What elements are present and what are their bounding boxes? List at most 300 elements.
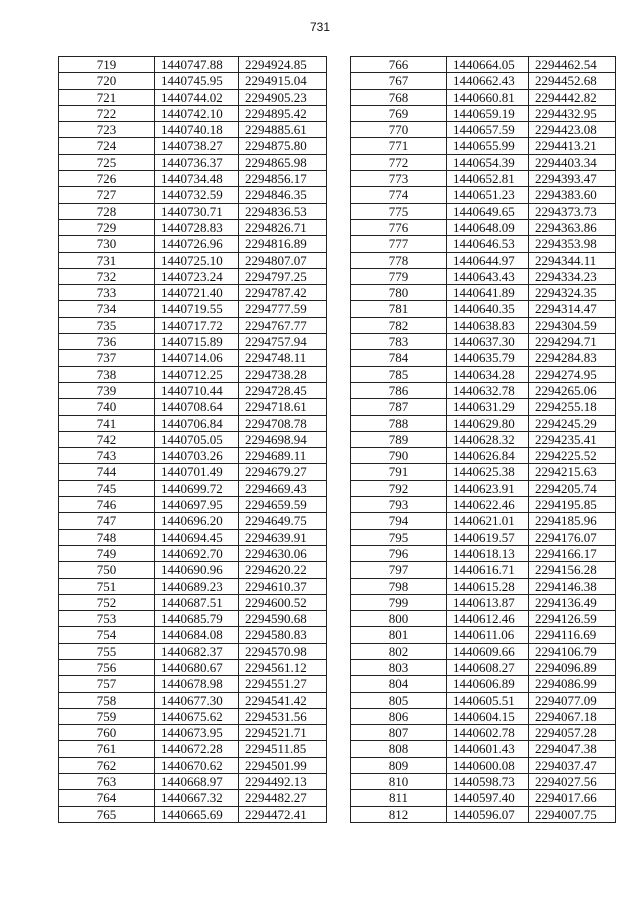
- y-coordinate-cell: 2294037.47: [529, 757, 616, 773]
- table-row: [59, 285, 327, 301]
- table-row: [59, 611, 327, 627]
- y-coordinate-cell: 2294334.23: [529, 268, 616, 284]
- point-number-cell: 784: [351, 350, 447, 366]
- table-row: [351, 627, 616, 643]
- x-coordinate-cell: 1440726.96: [155, 236, 239, 252]
- point-number-cell: 790: [351, 448, 447, 464]
- point-number-cell: 722: [59, 105, 155, 121]
- point-number-cell: 762: [59, 757, 155, 773]
- x-coordinate-cell: 1440652.81: [447, 171, 529, 187]
- table-row: [59, 741, 327, 757]
- point-number-cell: 729: [59, 219, 155, 235]
- y-coordinate-cell: 2294255.18: [529, 399, 616, 415]
- x-coordinate-cell: 1440641.89: [447, 285, 529, 301]
- y-coordinate-cell: 2294492.13: [239, 774, 327, 790]
- point-number-cell: 761: [59, 741, 155, 757]
- x-coordinate-cell: 1440734.48: [155, 171, 239, 187]
- point-number-cell: 770: [351, 122, 447, 138]
- table-row: [59, 366, 327, 382]
- table-row: [351, 529, 616, 545]
- table-row: [351, 366, 616, 382]
- table-row: [59, 252, 327, 268]
- y-coordinate-cell: 2294590.68: [239, 611, 327, 627]
- y-coordinate-cell: 2294156.28: [529, 562, 616, 578]
- x-coordinate-cell: 1440682.37: [155, 643, 239, 659]
- x-coordinate-cell: 1440690.96: [155, 562, 239, 578]
- x-coordinate-cell: 1440675.62: [155, 708, 239, 724]
- point-number-cell: 766: [351, 57, 447, 73]
- point-number-cell: 809: [351, 757, 447, 773]
- table-row: [59, 122, 327, 138]
- table-row: [59, 268, 327, 284]
- y-coordinate-cell: 2294777.59: [239, 301, 327, 317]
- table-row: [351, 448, 616, 464]
- y-coordinate-cell: 2294856.17: [239, 171, 327, 187]
- x-coordinate-cell: 1440604.15: [447, 708, 529, 724]
- x-coordinate-cell: 1440640.35: [447, 301, 529, 317]
- coordinate-table-right: [350, 56, 616, 823]
- point-number-cell: 807: [351, 725, 447, 741]
- y-coordinate-cell: 2294472.41: [239, 806, 327, 822]
- y-coordinate-cell: 2294314.47: [529, 301, 616, 317]
- table-row: [351, 464, 616, 480]
- y-coordinate-cell: 2294452.68: [529, 73, 616, 89]
- x-coordinate-cell: 1440651.23: [447, 187, 529, 203]
- table-row: [351, 774, 616, 790]
- point-number-cell: 760: [59, 725, 155, 741]
- y-coordinate-cell: 2294708.78: [239, 415, 327, 431]
- table-row: [59, 89, 327, 105]
- table-row: [59, 448, 327, 464]
- x-coordinate-cell: 1440715.89: [155, 334, 239, 350]
- point-number-cell: 747: [59, 513, 155, 529]
- table-row: [59, 350, 327, 366]
- table-row: [351, 138, 616, 154]
- x-coordinate-cell: 1440600.08: [447, 757, 529, 773]
- y-coordinate-cell: 2294816.89: [239, 236, 327, 252]
- y-coordinate-cell: 2294895.42: [239, 105, 327, 121]
- point-number-cell: 755: [59, 643, 155, 659]
- table-row: [351, 415, 616, 431]
- y-coordinate-cell: 2294235.41: [529, 431, 616, 447]
- point-number-cell: 756: [59, 659, 155, 675]
- point-number-cell: 778: [351, 252, 447, 268]
- x-coordinate-cell: 1440623.91: [447, 480, 529, 496]
- x-coordinate-cell: 1440660.81: [447, 89, 529, 105]
- x-coordinate-cell: 1440705.05: [155, 431, 239, 447]
- x-coordinate-cell: 1440605.51: [447, 692, 529, 708]
- coordinate-table-left: [58, 56, 327, 823]
- x-coordinate-cell: 1440609.66: [447, 643, 529, 659]
- y-coordinate-cell: 2294096.89: [529, 659, 616, 675]
- x-coordinate-cell: 1440598.73: [447, 774, 529, 790]
- point-number-cell: 800: [351, 611, 447, 627]
- x-coordinate-cell: 1440717.72: [155, 317, 239, 333]
- y-coordinate-cell: 2294146.38: [529, 578, 616, 594]
- x-coordinate-cell: 1440701.49: [155, 464, 239, 480]
- table-row: [59, 497, 327, 513]
- y-coordinate-cell: 2294875.80: [239, 138, 327, 154]
- point-number-cell: 786: [351, 382, 447, 398]
- table-row: [59, 545, 327, 561]
- table-row: [351, 545, 616, 561]
- point-number-cell: 742: [59, 431, 155, 447]
- table-row: [59, 382, 327, 398]
- point-number-cell: 767: [351, 73, 447, 89]
- y-coordinate-cell: 2294057.28: [529, 725, 616, 741]
- x-coordinate-cell: 1440742.10: [155, 105, 239, 121]
- point-number-cell: 774: [351, 187, 447, 203]
- y-coordinate-cell: 2294924.85: [239, 57, 327, 73]
- table-row: [351, 187, 616, 203]
- point-number-cell: 738: [59, 366, 155, 382]
- table-row: [351, 480, 616, 496]
- point-number-cell: 795: [351, 529, 447, 545]
- table-row: [351, 513, 616, 529]
- point-number-cell: 731: [59, 252, 155, 268]
- point-number-cell: 725: [59, 154, 155, 170]
- x-coordinate-cell: 1440625.38: [447, 464, 529, 480]
- table-row: [351, 317, 616, 333]
- y-coordinate-cell: 2294836.53: [239, 203, 327, 219]
- table-row: [59, 73, 327, 89]
- x-coordinate-cell: 1440637.30: [447, 334, 529, 350]
- y-coordinate-cell: 2294551.27: [239, 676, 327, 692]
- point-number-cell: 754: [59, 627, 155, 643]
- y-coordinate-cell: 2294541.42: [239, 692, 327, 708]
- table-row: [59, 415, 327, 431]
- point-number-cell: 801: [351, 627, 447, 643]
- y-coordinate-cell: 2294620.22: [239, 562, 327, 578]
- table-row: [351, 431, 616, 447]
- x-coordinate-cell: 1440601.43: [447, 741, 529, 757]
- y-coordinate-cell: 2294649.75: [239, 513, 327, 529]
- y-coordinate-cell: 2294561.12: [239, 659, 327, 675]
- y-coordinate-cell: 2294600.52: [239, 594, 327, 610]
- point-number-cell: 798: [351, 578, 447, 594]
- x-coordinate-cell: 1440635.79: [447, 350, 529, 366]
- y-coordinate-cell: 2294027.56: [529, 774, 616, 790]
- y-coordinate-cell: 2294846.35: [239, 187, 327, 203]
- point-number-cell: 773: [351, 171, 447, 187]
- point-number-cell: 739: [59, 382, 155, 398]
- table-row: [351, 89, 616, 105]
- table-row: [59, 219, 327, 235]
- x-coordinate-cell: 1440687.51: [155, 594, 239, 610]
- table-row: [351, 334, 616, 350]
- x-coordinate-cell: 1440738.27: [155, 138, 239, 154]
- y-coordinate-cell: 2294383.60: [529, 187, 616, 203]
- point-number-cell: 737: [59, 350, 155, 366]
- table-row: [351, 236, 616, 252]
- table-row: [351, 611, 616, 627]
- point-number-cell: 769: [351, 105, 447, 121]
- x-coordinate-cell: 1440616.71: [447, 562, 529, 578]
- point-number-cell: 806: [351, 708, 447, 724]
- point-number-cell: 789: [351, 431, 447, 447]
- x-coordinate-cell: 1440677.30: [155, 692, 239, 708]
- x-coordinate-cell: 1440662.43: [447, 73, 529, 89]
- table-row: [59, 659, 327, 675]
- table-row: [351, 757, 616, 773]
- x-coordinate-cell: 1440622.46: [447, 497, 529, 513]
- x-coordinate-cell: 1440697.95: [155, 497, 239, 513]
- y-coordinate-cell: 2294106.79: [529, 643, 616, 659]
- y-coordinate-cell: 2294432.95: [529, 105, 616, 121]
- y-coordinate-cell: 2294639.91: [239, 529, 327, 545]
- table-row: [351, 676, 616, 692]
- table-row: [351, 203, 616, 219]
- y-coordinate-cell: 2294086.99: [529, 676, 616, 692]
- point-number-cell: 720: [59, 73, 155, 89]
- point-number-cell: 753: [59, 611, 155, 627]
- x-coordinate-cell: 1440747.88: [155, 57, 239, 73]
- y-coordinate-cell: 2294047.38: [529, 741, 616, 757]
- point-number-cell: 772: [351, 154, 447, 170]
- point-number-cell: 727: [59, 187, 155, 203]
- point-number-cell: 804: [351, 676, 447, 692]
- table-row: [59, 643, 327, 659]
- y-coordinate-cell: 2294915.04: [239, 73, 327, 89]
- point-number-cell: 787: [351, 399, 447, 415]
- y-coordinate-cell: 2294757.94: [239, 334, 327, 350]
- y-coordinate-cell: 2294284.83: [529, 350, 616, 366]
- x-coordinate-cell: 1440626.84: [447, 448, 529, 464]
- y-coordinate-cell: 2294728.45: [239, 382, 327, 398]
- table-row: [59, 676, 327, 692]
- table-row: [59, 578, 327, 594]
- x-coordinate-cell: 1440619.57: [447, 529, 529, 545]
- table-row: [351, 725, 616, 741]
- table-row: [351, 252, 616, 268]
- x-coordinate-cell: 1440664.05: [447, 57, 529, 73]
- x-coordinate-cell: 1440699.72: [155, 480, 239, 496]
- y-coordinate-cell: 2294017.66: [529, 790, 616, 806]
- y-coordinate-cell: 2294905.23: [239, 89, 327, 105]
- point-number-cell: 746: [59, 497, 155, 513]
- table-row: [59, 399, 327, 415]
- y-coordinate-cell: 2294807.07: [239, 252, 327, 268]
- y-coordinate-cell: 2294630.06: [239, 545, 327, 561]
- point-number-cell: 791: [351, 464, 447, 480]
- point-number-cell: 751: [59, 578, 155, 594]
- point-number-cell: 793: [351, 497, 447, 513]
- table-row: [351, 154, 616, 170]
- x-coordinate-cell: 1440685.79: [155, 611, 239, 627]
- point-number-cell: 741: [59, 415, 155, 431]
- table-row: [59, 171, 327, 187]
- point-number-cell: 750: [59, 562, 155, 578]
- table-row: [59, 708, 327, 724]
- table-row: [59, 431, 327, 447]
- x-coordinate-cell: 1440708.64: [155, 399, 239, 415]
- x-coordinate-cell: 1440618.13: [447, 545, 529, 561]
- table-row: [59, 757, 327, 773]
- y-coordinate-cell: 2294462.54: [529, 57, 616, 73]
- point-number-cell: 811: [351, 790, 447, 806]
- y-coordinate-cell: 2294324.35: [529, 285, 616, 301]
- y-coordinate-cell: 2294738.28: [239, 366, 327, 382]
- x-coordinate-cell: 1440703.26: [155, 448, 239, 464]
- x-coordinate-cell: 1440723.24: [155, 268, 239, 284]
- point-number-cell: 781: [351, 301, 447, 317]
- table-row: [59, 187, 327, 203]
- x-coordinate-cell: 1440644.97: [447, 252, 529, 268]
- x-coordinate-cell: 1440634.28: [447, 366, 529, 382]
- table-row: [59, 480, 327, 496]
- table-row: [59, 301, 327, 317]
- y-coordinate-cell: 2294797.25: [239, 268, 327, 284]
- point-number-cell: 736: [59, 334, 155, 350]
- x-coordinate-cell: 1440736.37: [155, 154, 239, 170]
- x-coordinate-cell: 1440596.07: [447, 806, 529, 822]
- x-coordinate-cell: 1440608.27: [447, 659, 529, 675]
- table-row: [351, 268, 616, 284]
- point-number-cell: 796: [351, 545, 447, 561]
- x-coordinate-cell: 1440721.40: [155, 285, 239, 301]
- point-number-cell: 785: [351, 366, 447, 382]
- x-coordinate-cell: 1440684.08: [155, 627, 239, 643]
- x-coordinate-cell: 1440613.87: [447, 594, 529, 610]
- table-row: [351, 806, 616, 822]
- table-row: [351, 57, 616, 73]
- point-number-cell: 732: [59, 268, 155, 284]
- point-number-cell: 728: [59, 203, 155, 219]
- point-number-cell: 794: [351, 513, 447, 529]
- table-row: [59, 334, 327, 350]
- point-number-cell: 812: [351, 806, 447, 822]
- y-coordinate-cell: 2294403.34: [529, 154, 616, 170]
- table-row: [59, 774, 327, 790]
- x-coordinate-cell: 1440706.84: [155, 415, 239, 431]
- table-row: [59, 594, 327, 610]
- x-coordinate-cell: 1440654.39: [447, 154, 529, 170]
- x-coordinate-cell: 1440725.10: [155, 252, 239, 268]
- point-number-cell: 733: [59, 285, 155, 301]
- table-row: [351, 105, 616, 121]
- table-row: [351, 659, 616, 675]
- point-number-cell: 745: [59, 480, 155, 496]
- x-coordinate-cell: 1440692.70: [155, 545, 239, 561]
- y-coordinate-cell: 2294353.98: [529, 236, 616, 252]
- x-coordinate-cell: 1440632.78: [447, 382, 529, 398]
- table-row: [351, 594, 616, 610]
- y-coordinate-cell: 2294826.71: [239, 219, 327, 235]
- x-coordinate-cell: 1440611.06: [447, 627, 529, 643]
- x-coordinate-cell: 1440602.78: [447, 725, 529, 741]
- point-number-cell: 752: [59, 594, 155, 610]
- table-row: [351, 350, 616, 366]
- y-coordinate-cell: 2294698.94: [239, 431, 327, 447]
- x-coordinate-cell: 1440657.59: [447, 122, 529, 138]
- x-coordinate-cell: 1440628.32: [447, 431, 529, 447]
- x-coordinate-cell: 1440672.28: [155, 741, 239, 757]
- point-number-cell: 735: [59, 317, 155, 333]
- point-number-cell: 721: [59, 89, 155, 105]
- point-number-cell: 808: [351, 741, 447, 757]
- y-coordinate-cell: 2294511.85: [239, 741, 327, 757]
- point-number-cell: 724: [59, 138, 155, 154]
- table-row: [59, 790, 327, 806]
- x-coordinate-cell: 1440621.01: [447, 513, 529, 529]
- y-coordinate-cell: 2294413.21: [529, 138, 616, 154]
- table-row: [59, 57, 327, 73]
- point-number-cell: 740: [59, 399, 155, 415]
- y-coordinate-cell: 2294116.69: [529, 627, 616, 643]
- x-coordinate-cell: 1440678.98: [155, 676, 239, 692]
- table-row: [59, 725, 327, 741]
- y-coordinate-cell: 2294176.07: [529, 529, 616, 545]
- x-coordinate-cell: 1440689.23: [155, 578, 239, 594]
- y-coordinate-cell: 2294531.56: [239, 708, 327, 724]
- y-coordinate-cell: 2294363.86: [529, 219, 616, 235]
- point-number-cell: 783: [351, 334, 447, 350]
- point-number-cell: 743: [59, 448, 155, 464]
- point-number-cell: 797: [351, 562, 447, 578]
- y-coordinate-cell: 2294885.61: [239, 122, 327, 138]
- point-number-cell: 788: [351, 415, 447, 431]
- x-coordinate-cell: 1440744.02: [155, 89, 239, 105]
- y-coordinate-cell: 2294294.71: [529, 334, 616, 350]
- y-coordinate-cell: 2294225.52: [529, 448, 616, 464]
- y-coordinate-cell: 2294265.06: [529, 382, 616, 398]
- x-coordinate-cell: 1440606.89: [447, 676, 529, 692]
- y-coordinate-cell: 2294067.18: [529, 708, 616, 724]
- x-coordinate-cell: 1440629.80: [447, 415, 529, 431]
- point-number-cell: 726: [59, 171, 155, 187]
- table-row: [351, 382, 616, 398]
- y-coordinate-cell: 2294423.08: [529, 122, 616, 138]
- y-coordinate-cell: 2294205.74: [529, 480, 616, 496]
- y-coordinate-cell: 2294521.71: [239, 725, 327, 741]
- point-number-cell: 768: [351, 89, 447, 105]
- y-coordinate-cell: 2294442.82: [529, 89, 616, 105]
- table-row: [59, 464, 327, 480]
- y-coordinate-cell: 2294501.99: [239, 757, 327, 773]
- y-coordinate-cell: 2294748.11: [239, 350, 327, 366]
- y-coordinate-cell: 2294580.83: [239, 627, 327, 643]
- y-coordinate-cell: 2294787.42: [239, 285, 327, 301]
- table-row: [351, 741, 616, 757]
- table-row: [59, 138, 327, 154]
- y-coordinate-cell: 2294185.96: [529, 513, 616, 529]
- table-row: [351, 562, 616, 578]
- x-coordinate-cell: 1440673.95: [155, 725, 239, 741]
- x-coordinate-cell: 1440712.25: [155, 366, 239, 382]
- y-coordinate-cell: 2294344.11: [529, 252, 616, 268]
- point-number-cell: 744: [59, 464, 155, 480]
- table-row: [351, 301, 616, 317]
- point-number-cell: 748: [59, 529, 155, 545]
- x-coordinate-cell: 1440745.95: [155, 73, 239, 89]
- y-coordinate-cell: 2294610.37: [239, 578, 327, 594]
- x-coordinate-cell: 1440714.06: [155, 350, 239, 366]
- x-coordinate-cell: 1440646.53: [447, 236, 529, 252]
- y-coordinate-cell: 2294274.95: [529, 366, 616, 382]
- table-row: [59, 513, 327, 529]
- table-row: [351, 708, 616, 724]
- x-coordinate-cell: 1440638.83: [447, 317, 529, 333]
- point-number-cell: 771: [351, 138, 447, 154]
- point-number-cell: 780: [351, 285, 447, 301]
- y-coordinate-cell: 2294482.27: [239, 790, 327, 806]
- point-number-cell: 805: [351, 692, 447, 708]
- table-row: [59, 562, 327, 578]
- y-coordinate-cell: 2294136.49: [529, 594, 616, 610]
- point-number-cell: 802: [351, 643, 447, 659]
- table-row: [59, 806, 327, 822]
- y-coordinate-cell: 2294689.11: [239, 448, 327, 464]
